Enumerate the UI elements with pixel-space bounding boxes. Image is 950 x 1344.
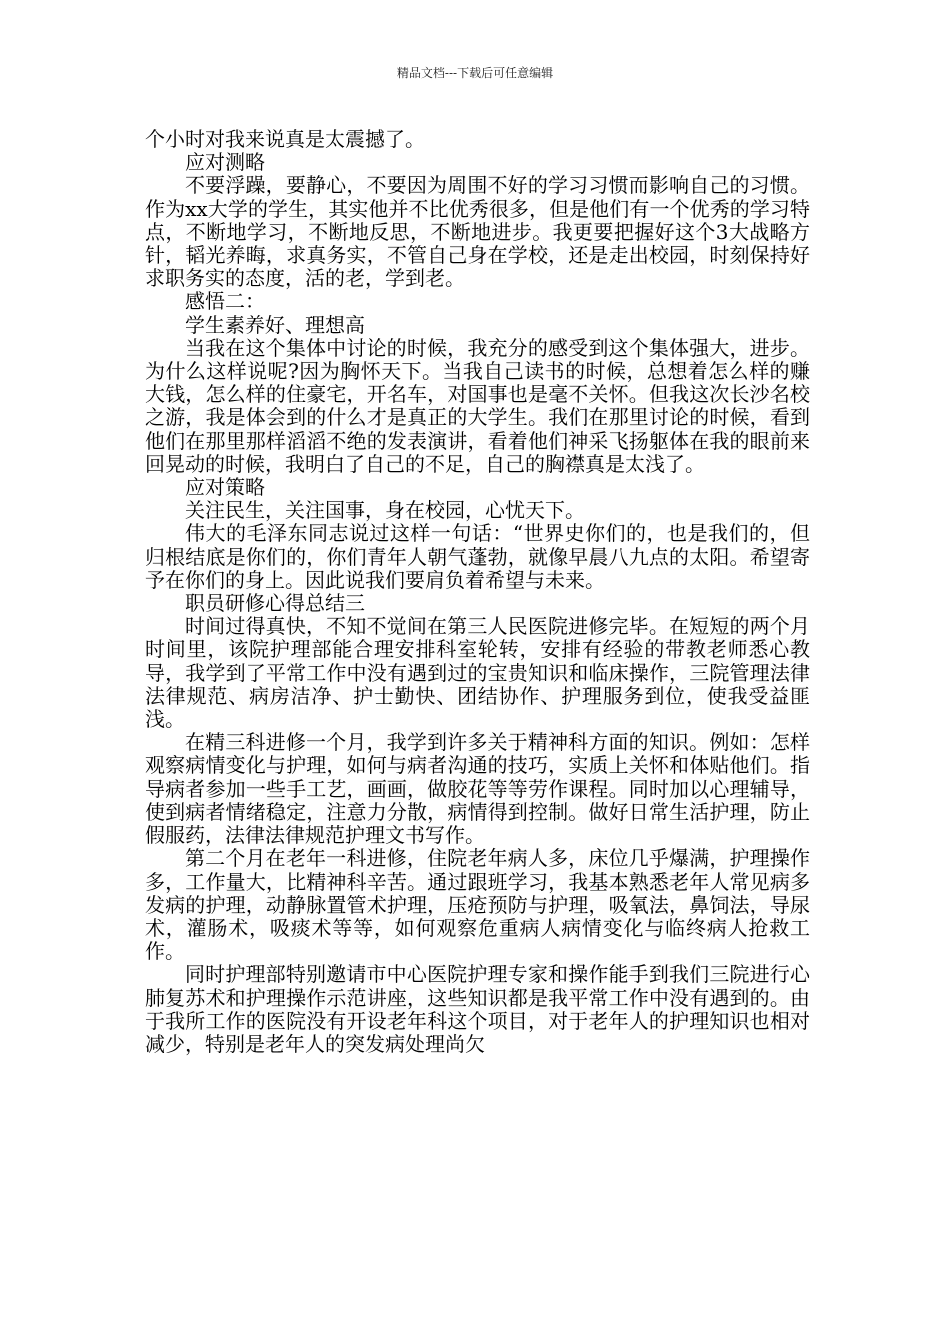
paragraph: 同时护理部特别邀请市中心医院护理专家和操作能手到我们三院进行心肺复苏术和护理操作示范讲座，这些知识都是我平常工作中没有遇到的。由于我所工作的医院没有开设老年科这个项目，对于老年人的护理知识也相对减少，特别是老年人的突发病处理尚欠 [145,962,810,1056]
page-header: 精品文档---下载后可任意编辑 [396,66,554,80]
paragraph: 应对测略 [185,150,265,175]
paragraph: 伟大的毛泽东同志说过这样一句话：“世界史你们的，也是我们的，但归根结底是你们的，你们青年人朝气蓬勃，就像早晨八九点的太阳。希望寄予在你们的身上。因此说我们要肩负着希望与未来。 [145,521,810,592]
paragraph: 当我在这个集体中讨论的时候，我充分的感受到这个集体强大，进步。为什么这样说呢?因为胸怀天下。当我自己读书的时候，总想着怎么样的赚大钱，怎么样的住豪宅，开名车，对国事也是毫不关怀。但我这次长沙名校之游，我是体会到的什么才是真正的大学生。我们在那里讨论的时候，看到他们在那里那样滔滔不绝的发表演讲，看着他们神采飞扬躯体在我的眼前来回晃动的时候，我明白了自己的不足，自己的胸襟真是太浅了。 [145,335,810,476]
paragraph: 第二个月在老年一科进修，住院老年病人多，床位几乎爆满，护理操作多，工作量大，比精神科辛苦。通过跟班学习，我基本熟悉老年人常见病多发病的护理，动静脉置管术护理，压疮预防与护理，吸氧法，鼻饲法，导尿术，灌肠术，吸痰术等等，如何观察危重病人病情变化与临终病人抢救工作。 [145,846,810,964]
paragraph: 不要浮躁，要静心，不要因为周围不好的学习习惯而影响自己的习惯。作为xx大学的学生，其实他并不比优秀很多，但是他们有一个优秀的学习特点，不断地学习，不断地反思，不断地进步。我更要把握好这个3大战略方针，韬光养晦，求真务实，不管自己身在学校，还是走出校园，时刻保持好求职务实的态度，活的老，学到老。 [145,173,810,291]
paragraph: 应对策略 [185,475,265,500]
paragraph: 关注民生，关注国事，身在校园，心忧天下。 [185,498,585,523]
paragraph: 个小时对我来说真是太震撼了。 [145,127,425,151]
paragraph: 在精三科进修一个月，我学到许多关于精神科方面的知识。例如：怎样观察病情变化与护理，如何与病者沟通的技巧，实质上关怀和体贴他们。指导病者参加一些手工艺，画画，做胶花等等劳作课程。同时加以心理辅导，使到病者情绪稳定，注意力分散，病情得到控制。做好日常生活护理，防止假服药，法律法律规范护理文书写作。 [145,730,810,848]
document-body [145,128,810,1056]
paragraph: 学生素养好、理想高 [185,312,365,337]
paragraph: 职员研修心得总结三 [185,591,365,616]
paragraph: 感悟二： [185,289,265,314]
paragraph: 时间过得真快，不知不觉间在第三人民医院进修完毕。在短短的两个月时间里，该院护理部能合理安排科室轮转，安排有经验的带教老师悉心教导，我学到了平常工作中没有遇到过的宝贵知识和临床操作，三院管理法律法律规范、病房洁净、护士勤快、团结协作、护理服务到位，使我受益匪浅。 [145,614,810,732]
